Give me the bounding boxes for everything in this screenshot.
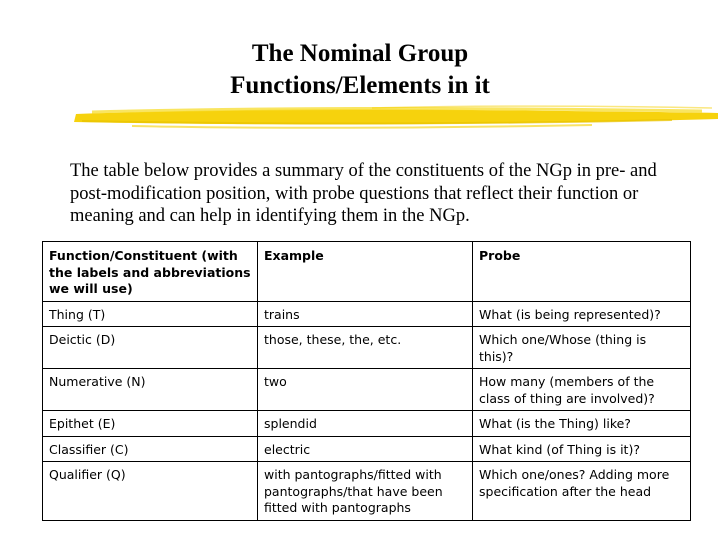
- intro-paragraph: The table below provides a summary of the constituents of the NGp in pre- and post-modification position, with probe questions that reflect their function or meaning and can help in identifying them in the NGp.: [70, 161, 657, 226]
- cell-probe: What (is the Thing) like?: [473, 411, 691, 437]
- cell-probe: How many (members of the class of thing are involved)?: [473, 369, 691, 411]
- cell-example: with pantographs/fitted with pantographs/that have been fitted with pantographs: [258, 462, 473, 521]
- header-probe: Probe: [473, 242, 691, 302]
- cell-probe: What kind (of Thing is it)?: [473, 436, 691, 462]
- table-row: [43, 369, 691, 411]
- header-example: Example: [258, 242, 473, 302]
- header-function: Function/Constituent (with the labels and abbreviations we will use): [43, 242, 258, 302]
- table-row: [43, 462, 691, 521]
- cell-probe: Which one/Whose (thing is this)?: [473, 327, 691, 369]
- table-row: [43, 436, 691, 462]
- title-line-2: Functions/Elements in it: [230, 72, 490, 99]
- cell-function: Deictic (D): [43, 327, 258, 369]
- cell-function: Qualifier (Q): [43, 462, 258, 521]
- cell-example: two: [258, 369, 473, 411]
- cell-probe: What (is being represented)?: [473, 301, 691, 327]
- title-line-1: The Nominal Group: [251, 40, 469, 67]
- slide-title: [140, 38, 580, 102]
- cell-function: Epithet (E): [43, 411, 258, 437]
- table-row: [43, 411, 691, 437]
- cell-example: electric: [258, 436, 473, 462]
- highlighter-stroke: [72, 102, 720, 132]
- cell-probe: Which one/ones? Adding more specification after the head: [473, 462, 691, 521]
- cell-function: Classifier (C): [43, 436, 258, 462]
- cell-example: those, these, the, etc.: [258, 327, 473, 369]
- table-row: [43, 301, 691, 327]
- cell-example: splendid: [258, 411, 473, 437]
- table-header-row: [43, 242, 691, 302]
- ngp-functions-table: [42, 241, 691, 521]
- table-row: [43, 327, 691, 369]
- cell-function: Numerative (N): [43, 369, 258, 411]
- cell-example: trains: [258, 301, 473, 327]
- cell-function: Thing (T): [43, 301, 258, 327]
